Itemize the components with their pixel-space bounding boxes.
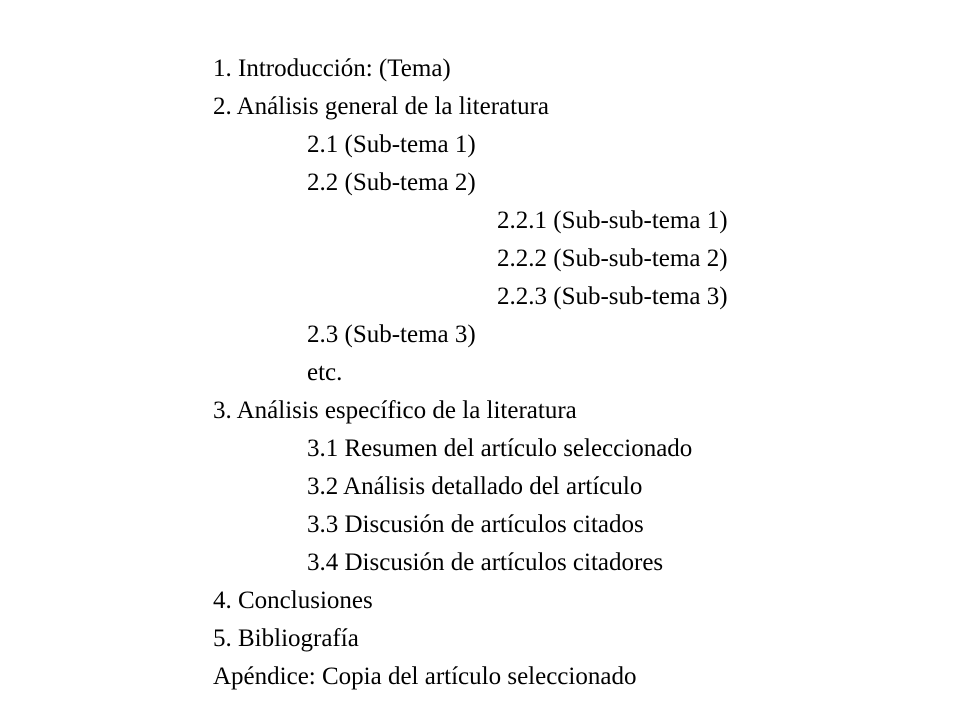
outline-item-etc: etc. [307,359,343,386]
outline-item-analisis-detallado: 3.2 Análisis detallado del artículo [307,473,643,500]
outline-item-discusion-citadores: 3.4 Discusión de artículos citadores [307,549,664,576]
outline-item-apendice: Apéndice: Copia del artículo seleccionado [213,663,637,690]
outline-item-subtema-1: 2.1 (Sub-tema 1) [307,131,476,158]
outline-item-resumen: 3.1 Resumen del artículo seleccionado [307,435,693,462]
document-outline [213,50,728,696]
outline-item-conclusiones: 4. Conclusiones [213,587,373,614]
outline-item-subsubtema-3: 2.2.3 (Sub-sub-tema 3) [497,283,728,310]
outline-item-subsubtema-1: 2.2.1 (Sub-sub-tema 1) [497,207,728,234]
outline-item-introduccion: 1. Introducción: (Tema) [213,55,451,82]
outline-item-discusion-citados: 3.3 Discusión de artículos citados [307,511,644,538]
outline-item-analisis-general: 2. Análisis general de la literatura [213,93,549,120]
outline-item-bibliografia: 5. Bibliografía [213,625,359,652]
outline-item-subtema-3: 2.3 (Sub-tema 3) [307,321,476,348]
outline-item-subsubtema-2: 2.2.2 (Sub-sub-tema 2) [497,245,728,272]
outline-item-analisis-especifico: 3. Análisis específico de la literatura [213,397,577,424]
outline-item-subtema-2: 2.2 (Sub-tema 2) [307,169,476,196]
